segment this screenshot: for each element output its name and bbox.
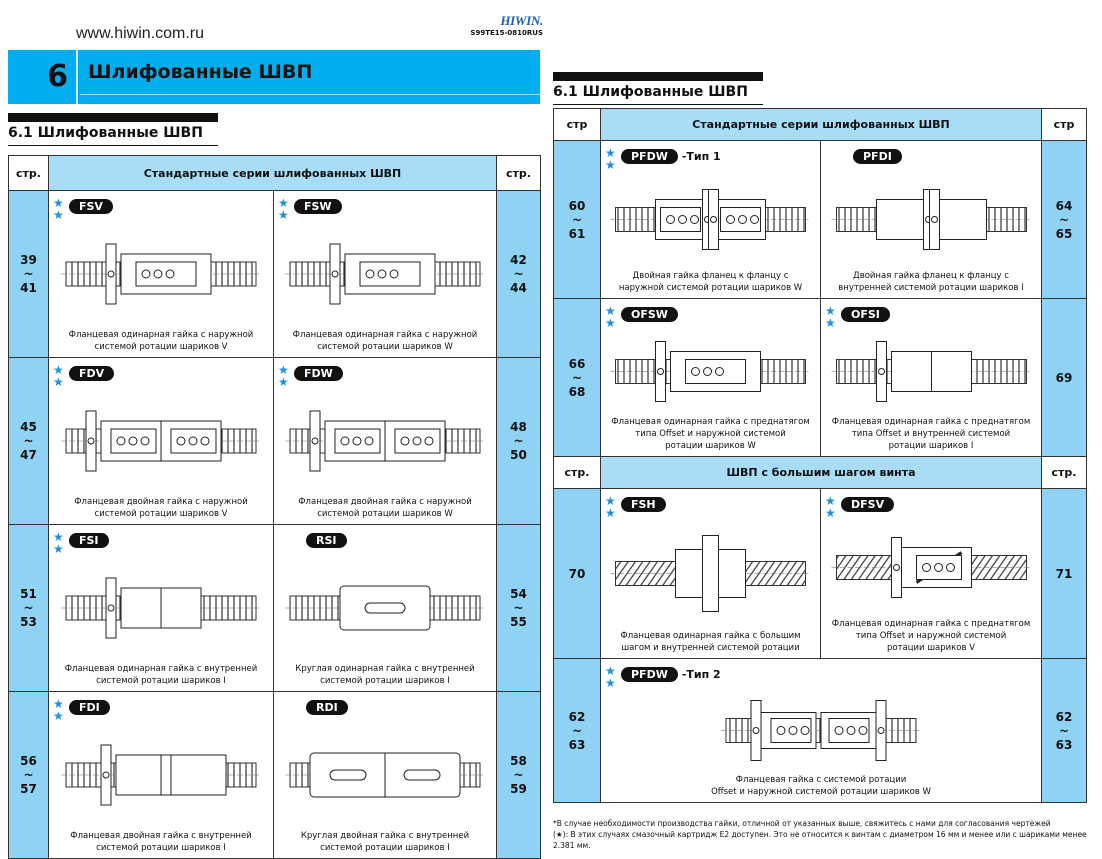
- series-caption: Фланцевая гайка с системой ротации Offset и наружной системой ротации шариков W: [711, 775, 931, 797]
- series-label: FSH: [621, 497, 666, 512]
- series-dfsv[interactable]: [821, 489, 1041, 658]
- brand-logo: HIWIN. S99TE15-0810RUS: [440, 13, 543, 37]
- series-caption: Фланцевая двойная гайка с наружной системой ротации шариков V: [74, 497, 248, 519]
- double-nut-type2-drawing: [601, 689, 1041, 772]
- series-label: OFSW: [621, 307, 678, 322]
- e2-star-icon: ★ ★: [605, 146, 616, 172]
- series-caption: Круглая одинарная гайка с внутренней системой ротации шариков I: [295, 664, 475, 686]
- page-range[interactable]: 66 ~ 68: [554, 299, 601, 457]
- series-label: DFSV: [841, 497, 894, 512]
- series-pfdw[interactable]: [601, 141, 820, 298]
- double-nut-flange-to-flange-drawing: [603, 171, 818, 268]
- group-header: Стандартные серии шлифованных ШВП: [601, 109, 1042, 141]
- section-heading-left: 6.1 Шлифованные ШВП: [8, 113, 218, 146]
- series-label: FDI: [69, 700, 110, 715]
- series-ofsw[interactable]: [601, 299, 820, 456]
- e2-star-icon: ★ ★: [278, 196, 289, 222]
- page-range[interactable]: 56 ~ 57: [9, 692, 49, 859]
- group-header: Стандартные серии шлифованных ШВП: [49, 156, 497, 191]
- page-col-header: стр.: [1042, 457, 1087, 489]
- e2-star-icon: ★ ★: [605, 494, 616, 520]
- footnotes: [553, 818, 1098, 851]
- e2-star-icon: ★ ★: [278, 363, 289, 389]
- series-fsw[interactable]: [274, 191, 496, 357]
- series-label: FDV: [69, 366, 114, 381]
- series-fdw[interactable]: [274, 358, 496, 524]
- series-caption: Фланцевая одинарная гайка с наружной системой ротации шариков V: [68, 330, 254, 352]
- series-caption: Фланцевая одинарная гайка с преднатягом типа Offset и наружной системой ротации шариков W: [611, 417, 810, 451]
- series-rsi[interactable]: [274, 525, 496, 691]
- page-col-header: стр.: [554, 457, 601, 489]
- series-label: RSI: [306, 533, 347, 548]
- page-range[interactable]: 54 ~ 55: [497, 525, 541, 692]
- page-col-header: стр.: [497, 156, 541, 191]
- website-url: www.hiwin.com.ru: [76, 25, 205, 42]
- series-caption: Фланцевая одинарная гайка с большим шагом и внутренней системой ротации: [620, 631, 801, 653]
- round-nut-drawing: [275, 555, 495, 661]
- series-fdi[interactable]: [49, 692, 273, 858]
- series-label: PFDI: [853, 149, 902, 164]
- left-series-table: [8, 155, 541, 859]
- page-range[interactable]: 64 ~ 65: [1042, 141, 1087, 299]
- single-flange-nut-drawing: [275, 221, 495, 327]
- page-range[interactable]: 39 ~ 41: [9, 191, 49, 358]
- series-rdi[interactable]: [274, 692, 496, 858]
- chapter-banner: [8, 50, 540, 104]
- single-flange-nut-internal-drawing: [51, 555, 271, 661]
- page-range[interactable]: 48 ~ 50: [497, 358, 541, 525]
- page-range[interactable]: 62 ~ 63: [554, 659, 601, 803]
- page-range[interactable]: 42 ~ 44: [497, 191, 541, 358]
- footnote: (★): В этих случаях смазочный картридж E2 доступен. Это не относится к винтам с диаметром 16 мм и менее или с шариками менее 2.381 мм.: [553, 830, 1087, 850]
- page-range[interactable]: 45 ~ 47: [9, 358, 49, 525]
- type-suffix: -Тип 1: [681, 150, 721, 163]
- series-label: OFSI: [841, 307, 890, 322]
- series-caption: Фланцевая одинарная гайка с внутренней системой ротации шариков I: [64, 664, 258, 686]
- page-range[interactable]: 62 ~ 63: [1042, 659, 1087, 803]
- page-range[interactable]: 58 ~ 59: [497, 692, 541, 859]
- series-fsi[interactable]: [49, 525, 273, 691]
- single-flange-nut-internal-drawing: [824, 329, 1039, 414]
- page-col-header: стр.: [9, 156, 49, 191]
- section-heading-right: 6.1 Шлифованные ШВП: [553, 72, 763, 105]
- series-label: FDW: [294, 366, 343, 381]
- series-label: FSW: [294, 199, 342, 214]
- page-range[interactable]: 60 ~ 61: [554, 141, 601, 299]
- page-col-header: стр: [554, 109, 601, 141]
- chapter-title: Шлифованные ШВП: [88, 61, 313, 83]
- page-range[interactable]: 69: [1042, 299, 1087, 457]
- series-label: FSV: [69, 199, 113, 214]
- single-flange-nut-drawing: [603, 329, 818, 414]
- group-header: ШВП с большим шагом винта: [601, 457, 1042, 489]
- series-fsh[interactable]: [601, 489, 820, 658]
- series-caption: Круглая двойная гайка с внутренней системой ротации шариков I: [300, 831, 470, 853]
- series-caption: Двойная гайка фланец к фланцу с наружной системой ротации шариков W: [618, 271, 803, 293]
- series-caption: Двойная гайка фланец к фланцу с внутренней системой ротации шариков I: [838, 271, 1024, 293]
- chapter-number: 6: [8, 50, 78, 104]
- series-caption: Фланцевая двойная гайка с внутренней системой ротации шариков I: [70, 831, 252, 853]
- e2-star-icon: ★ ★: [53, 530, 64, 556]
- type-suffix: -Тип 2: [681, 668, 721, 681]
- single-flange-nut-drawing: [51, 221, 271, 327]
- e2-star-icon: ★ ★: [605, 304, 616, 330]
- e2-star-icon: ★ ★: [825, 304, 836, 330]
- series-caption: Фланцевая одинарная гайка с преднатягом типа Offset и внутренней системой ротации шариков I: [831, 417, 1031, 451]
- e2-star-icon: ★ ★: [825, 494, 836, 520]
- e2-star-icon: ★ ★: [53, 697, 64, 723]
- page-range[interactable]: 51 ~ 53: [9, 525, 49, 692]
- e2-star-icon: ★ ★: [605, 664, 616, 690]
- series-fsv[interactable]: [49, 191, 273, 357]
- series-caption: Фланцевая одинарная гайка с наружной системой ротации шариков W: [292, 330, 478, 352]
- catalog-code: S99TE15-0810RUS: [470, 29, 543, 37]
- double-nut-flange-to-flange-internal-drawing: [824, 171, 1039, 268]
- series-label: RDI: [306, 700, 348, 715]
- series-label: PFDW -Тип 2: [621, 667, 678, 682]
- page-range[interactable]: 71: [1042, 489, 1087, 659]
- series-ofsi[interactable]: [821, 299, 1041, 456]
- page-range[interactable]: 70: [554, 489, 601, 659]
- page-col-header: стр: [1042, 109, 1087, 141]
- right-series-table: [553, 108, 1087, 803]
- round-double-nut-drawing: [275, 722, 495, 828]
- series-pfdi[interactable]: [821, 141, 1041, 298]
- series-label: PFDW -Тип 1: [621, 149, 678, 164]
- footnote: *В случае необходимости производства гайки, отличной от указанных выше, свяжитесь с нами для согласования чертежей: [553, 819, 1051, 828]
- series-pfdw[interactable]: [601, 659, 1041, 802]
- high-lead-nut-offset-drawing: [824, 519, 1039, 616]
- double-flange-nut-drawing: [275, 388, 495, 494]
- e2-star-icon: ★ ★: [53, 196, 64, 222]
- series-fdv[interactable]: [49, 358, 273, 524]
- series-caption: Фланцевая одинарная гайка с преднатягом типа Offset и наружной системой ротации шариков V: [831, 619, 1031, 653]
- e2-star-icon: ★ ★: [53, 363, 64, 389]
- series-label: FSI: [69, 533, 109, 548]
- double-flange-nut-internal-drawing: [51, 722, 271, 828]
- double-flange-nut-drawing: [51, 388, 271, 494]
- series-caption: Фланцевая двойная гайка с наружной системой ротации шариков W: [298, 497, 472, 519]
- high-lead-nut-drawing: [603, 519, 818, 628]
